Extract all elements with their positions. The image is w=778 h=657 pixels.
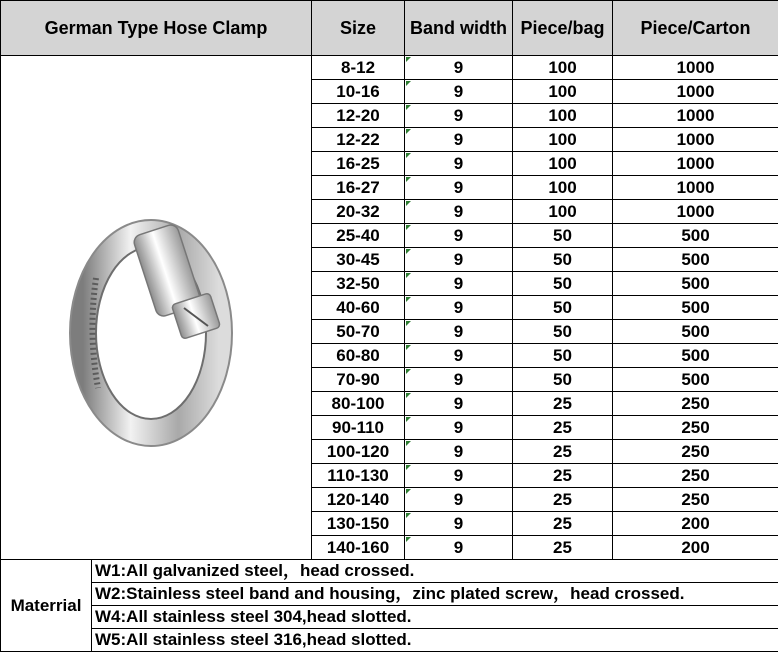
cell-piece-carton: 250 (613, 416, 778, 440)
cell-piece-bag: 100 (513, 152, 613, 176)
cell-piece-bag: 25 (513, 392, 613, 416)
cell-size: 32-50 (312, 272, 405, 296)
cell-piece-carton: 250 (613, 488, 778, 512)
material-line: W2:Stainless steel band and housing，zinc plated screw，head crossed. (92, 583, 778, 606)
cell-piece-carton: 500 (613, 368, 778, 392)
cell-size: 50-70 (312, 320, 405, 344)
cell-band-width: 9 (405, 512, 513, 536)
cell-piece-bag: 100 (513, 80, 613, 104)
cell-piece-carton: 200 (613, 536, 778, 560)
header-size: Size (312, 1, 405, 56)
material-line: W1:All galvanized steel，head crossed. (92, 560, 778, 583)
cell-band-width: 9 (405, 536, 513, 560)
cell-piece-carton: 1000 (613, 80, 778, 104)
cell-size: 70-90 (312, 368, 405, 392)
cell-piece-carton: 1000 (613, 152, 778, 176)
header-band-width: Band width (405, 1, 513, 56)
cell-size: 100-120 (312, 440, 405, 464)
cell-piece-bag: 100 (513, 56, 613, 80)
cell-band-width: 9 (405, 440, 513, 464)
cell-band-width: 9 (405, 80, 513, 104)
cell-piece-bag: 50 (513, 344, 613, 368)
cell-piece-bag: 25 (513, 536, 613, 560)
cell-band-width: 9 (405, 416, 513, 440)
cell-piece-bag: 100 (513, 200, 613, 224)
cell-size: 80-100 (312, 392, 405, 416)
cell-band-width: 9 (405, 296, 513, 320)
cell-band-width: 9 (405, 152, 513, 176)
cell-size: 140-160 (312, 536, 405, 560)
cell-band-width: 9 (405, 128, 513, 152)
material-row (1, 560, 778, 583)
cell-piece-bag: 100 (513, 104, 613, 128)
cell-band-width: 9 (405, 392, 513, 416)
cell-piece-bag: 50 (513, 296, 613, 320)
cell-size: 110-130 (312, 464, 405, 488)
cell-band-width: 9 (405, 464, 513, 488)
cell-piece-bag: 100 (513, 128, 613, 152)
cell-size: 12-22 (312, 128, 405, 152)
cell-piece-carton: 250 (613, 392, 778, 416)
cell-size: 16-25 (312, 152, 405, 176)
cell-band-width: 9 (405, 56, 513, 80)
cell-band-width: 9 (405, 176, 513, 200)
cell-piece-bag: 50 (513, 320, 613, 344)
cell-piece-bag: 25 (513, 512, 613, 536)
cell-band-width: 9 (405, 344, 513, 368)
cell-piece-carton: 1000 (613, 56, 778, 80)
cell-piece-carton: 500 (613, 224, 778, 248)
cell-piece-bag: 50 (513, 248, 613, 272)
cell-size: 8-12 (312, 56, 405, 80)
cell-size: 20-32 (312, 200, 405, 224)
cell-size: 25-40 (312, 224, 405, 248)
cell-piece-bag: 25 (513, 440, 613, 464)
cell-piece-carton: 200 (613, 512, 778, 536)
cell-band-width: 9 (405, 320, 513, 344)
cell-band-width: 9 (405, 488, 513, 512)
cell-piece-carton: 500 (613, 344, 778, 368)
cell-piece-carton: 500 (613, 296, 778, 320)
material-label: Materrial (1, 560, 92, 652)
cell-size: 12-20 (312, 104, 405, 128)
material-row (1, 606, 778, 629)
header-piece-bag: Piece/bag (513, 1, 613, 56)
header-piece-carton: Piece/Carton (613, 1, 778, 56)
cell-band-width: 9 (405, 224, 513, 248)
hose-clamp-icon (56, 158, 256, 458)
material-line: W4:All stainless steel 304,head slotted. (92, 606, 778, 629)
cell-size: 60-80 (312, 344, 405, 368)
cell-piece-bag: 100 (513, 176, 613, 200)
cell-band-width: 9 (405, 248, 513, 272)
cell-piece-bag: 25 (513, 488, 613, 512)
cell-size: 90-110 (312, 416, 405, 440)
cell-piece-bag: 50 (513, 368, 613, 392)
cell-band-width: 9 (405, 104, 513, 128)
cell-band-width: 9 (405, 200, 513, 224)
cell-piece-carton: 250 (613, 464, 778, 488)
cell-piece-carton: 500 (613, 320, 778, 344)
cell-size: 120-140 (312, 488, 405, 512)
cell-piece-carton: 500 (613, 248, 778, 272)
header-product: German Type Hose Clamp (1, 1, 312, 56)
header-row (1, 1, 778, 56)
material-line: W5:All stainless steel 316,head slotted. (92, 629, 778, 652)
cell-piece-carton: 1000 (613, 104, 778, 128)
cell-piece-bag: 50 (513, 224, 613, 248)
cell-band-width: 9 (405, 368, 513, 392)
cell-piece-carton: 1000 (613, 128, 778, 152)
cell-piece-carton: 500 (613, 272, 778, 296)
cell-piece-carton: 1000 (613, 176, 778, 200)
material-row (1, 629, 778, 652)
cell-piece-bag: 25 (513, 416, 613, 440)
cell-size: 40-60 (312, 296, 405, 320)
cell-piece-bag: 50 (513, 272, 613, 296)
cell-piece-bag: 25 (513, 464, 613, 488)
cell-size: 30-45 (312, 248, 405, 272)
cell-piece-carton: 1000 (613, 200, 778, 224)
cell-band-width: 9 (405, 272, 513, 296)
material-row (1, 583, 778, 606)
table-row (1, 56, 778, 80)
cell-size: 16-27 (312, 176, 405, 200)
cell-piece-carton: 250 (613, 440, 778, 464)
cell-size: 10-16 (312, 80, 405, 104)
cell-size: 130-150 (312, 512, 405, 536)
product-image-cell (1, 56, 312, 560)
